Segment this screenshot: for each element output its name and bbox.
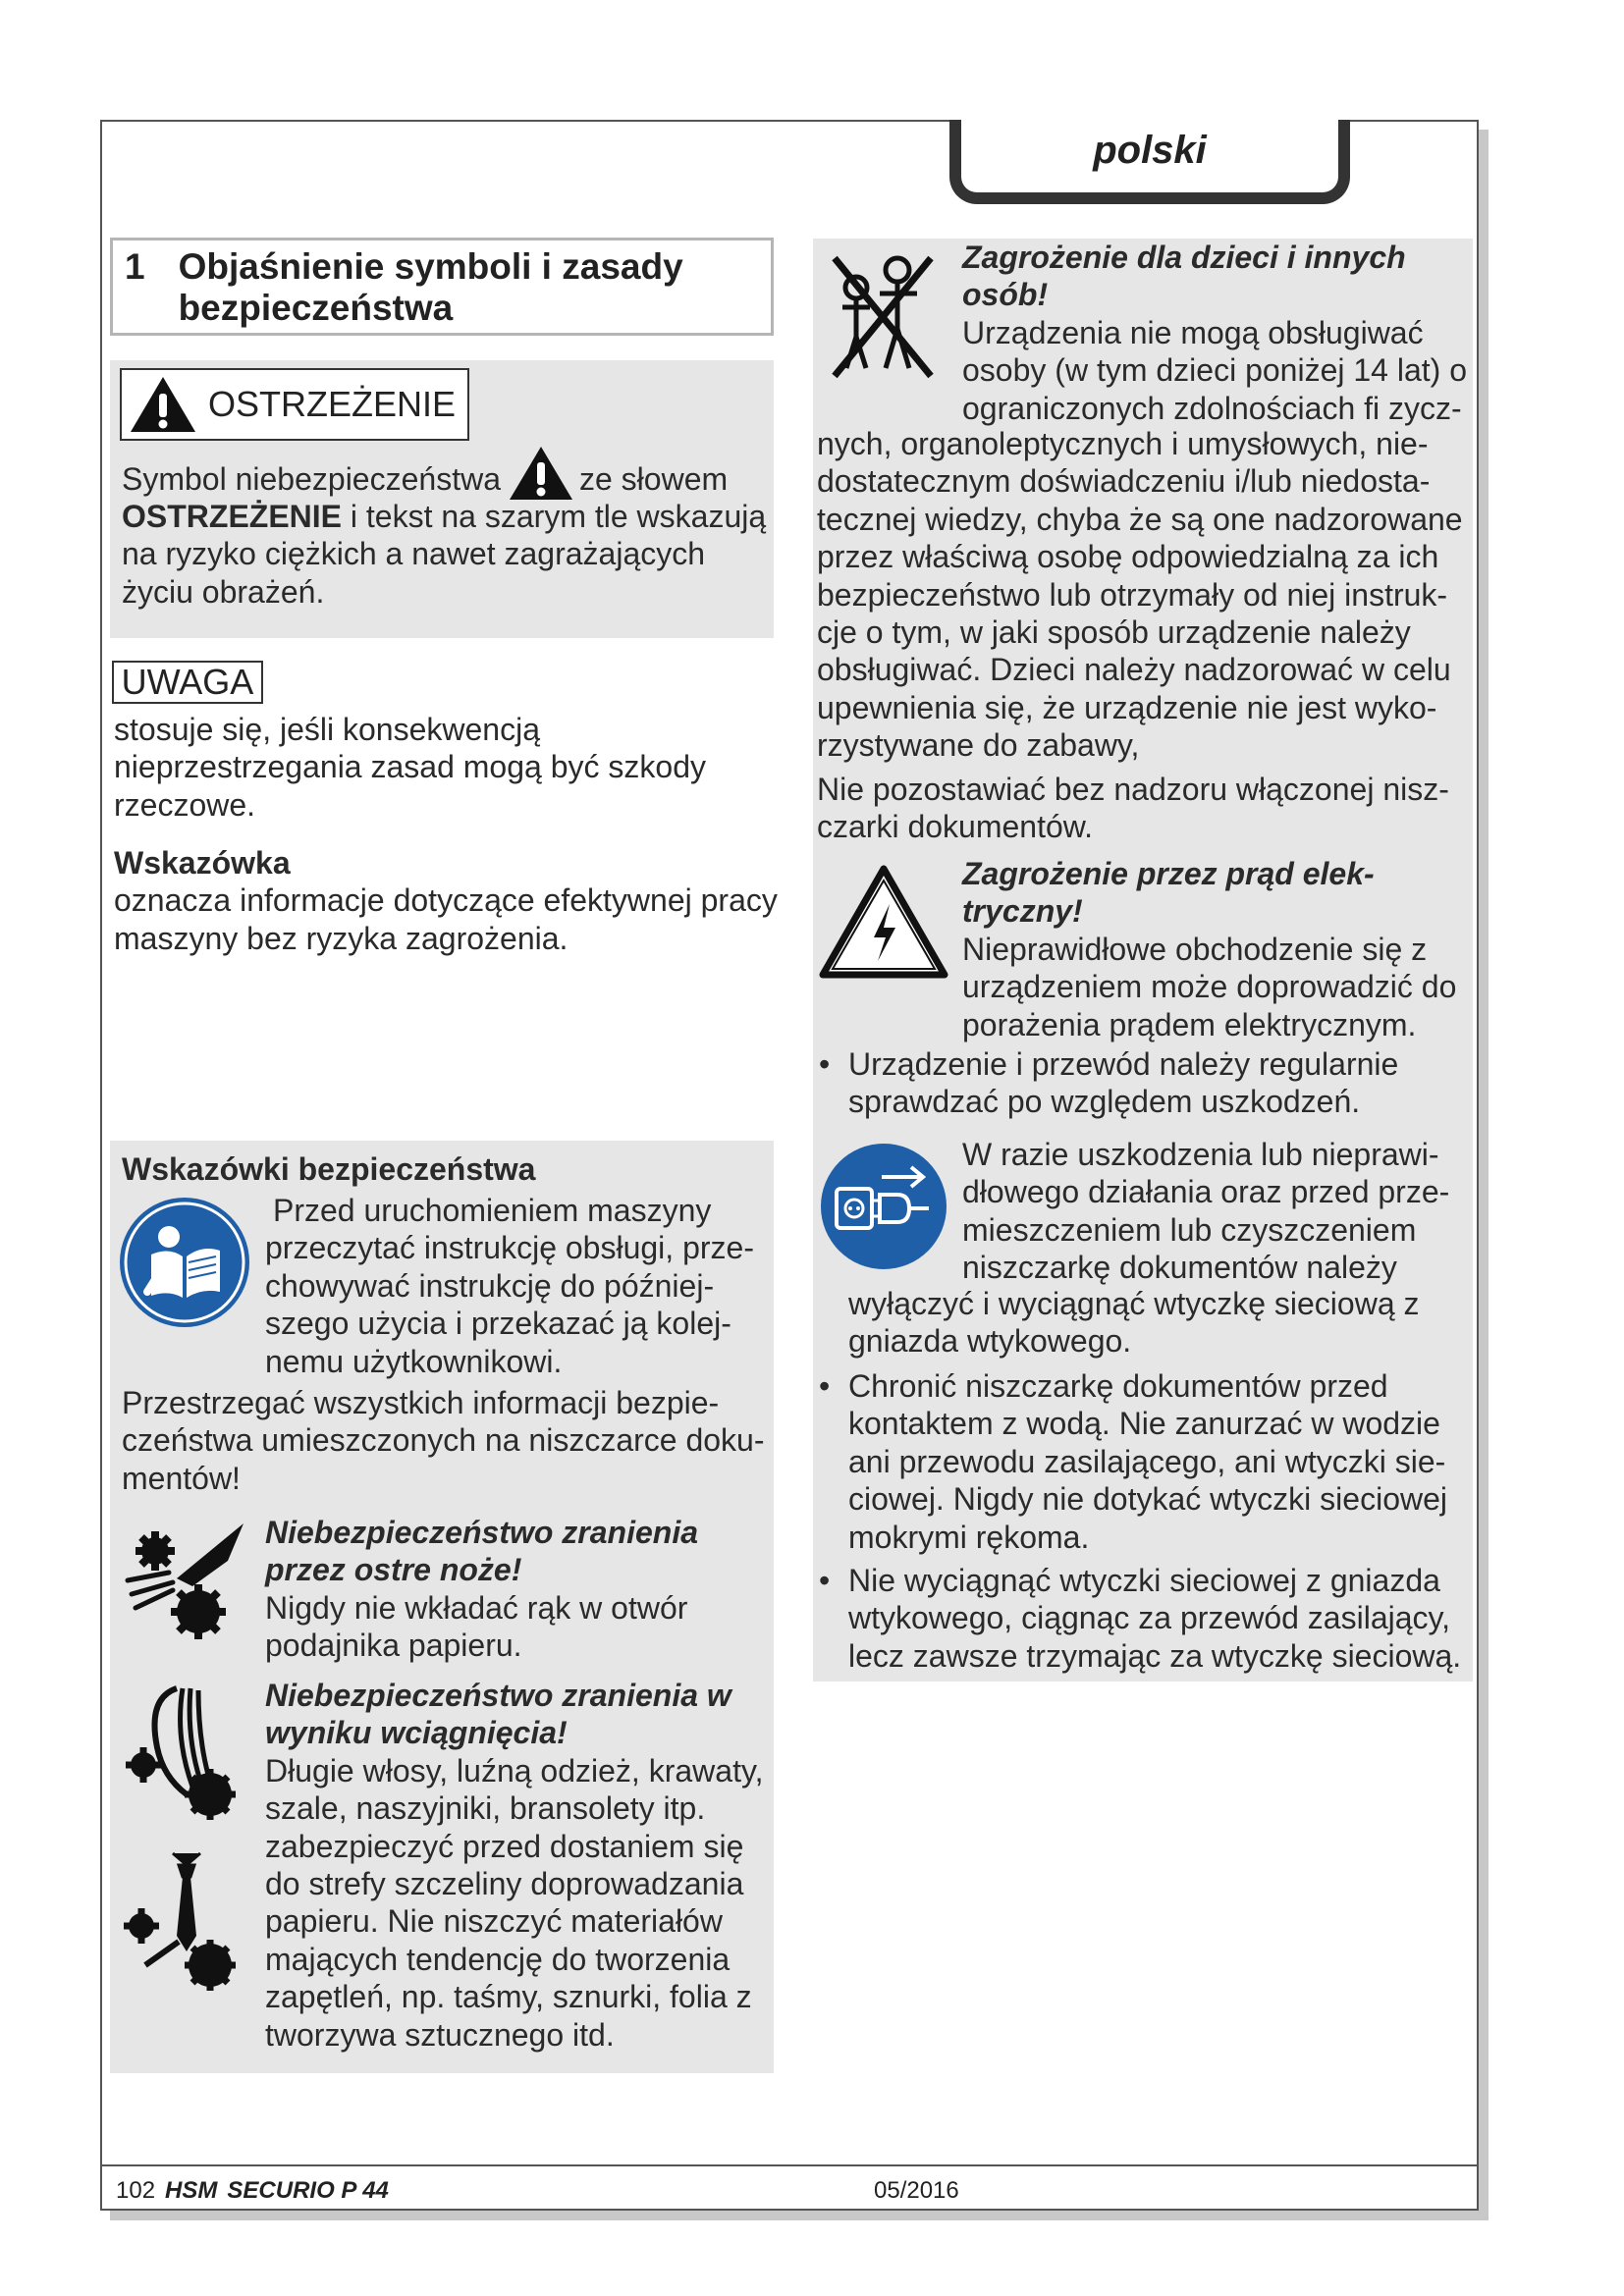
unplug-text: mieszczeniem lub czyszczeniem — [962, 1211, 1417, 1248]
observe-line: Przestrzegać wszystkich informacji bezpie- — [122, 1385, 720, 1420]
children-hazard-text: Urządzenia nie mogą obsługiwać — [962, 314, 1424, 350]
warning-text: na ryzyko ciężkich a nawet zagrażających — [122, 536, 706, 572]
pull-in-hazard-text: mających tendencję do tworzenia — [265, 1941, 731, 1977]
no-children-icon — [823, 246, 943, 384]
footer-left — [116, 2177, 389, 2205]
notice-label-text: UWAGA — [121, 662, 254, 702]
bullet-line: • Nie wyciągnąć wtyczki sieciowej z gniazda — [848, 1562, 1440, 1598]
language-tab — [949, 120, 1350, 204]
children-hazard-continued — [817, 425, 1473, 845]
read-manual-icon — [118, 1196, 251, 1329]
children-hazard-text: rzystywane do zabawy, — [817, 727, 1140, 764]
unplug-text: wyłączyć i wyciągnąć wtyczkę sieciową z — [848, 1286, 1420, 1321]
list-item — [813, 1367, 1473, 1556]
warning-panel — [110, 360, 774, 638]
pull-in-hazard-text: do strefy szczeliny doprowadzania — [265, 1865, 744, 1901]
bullet-line: ciowej. Nigdy nie dotykać wtyczki sieciowej — [848, 1481, 1447, 1518]
notice-text: rzeczowe. — [114, 786, 256, 823]
children-hazard-text: cje o tym, w jaki sposób urządzenie należy — [817, 614, 1411, 650]
notice-text: stosuje się, jeśli konsekwencją — [114, 712, 540, 747]
section-title-line: bezpieczeństwa — [178, 288, 454, 329]
bullet-line: • Chronić niszczarkę dokumentów przed — [848, 1368, 1388, 1404]
read-manual-line: Przed uruchomieniem maszyny — [273, 1193, 712, 1228]
notice-description — [114, 711, 782, 824]
tie-entanglement-icon — [118, 1847, 251, 1995]
pull-in-hazard-title: Niebezpieczeństwo zranienia w — [265, 1678, 731, 1713]
read-manual-line: chowywać instrukcję do później- — [265, 1267, 715, 1304]
hair-entanglement-icon — [118, 1679, 251, 1826]
bullet-line: sprawdzać po względem uszkodzeń. — [848, 1084, 1361, 1120]
right-column-panel — [813, 239, 1473, 1682]
tip-text: oznacza informacje dotyczące efektywnej pracy — [114, 882, 778, 919]
electric-shock-icon — [819, 865, 948, 981]
unplug-text: gniazda wtykowego. — [848, 1323, 1132, 1360]
children-hazard-title: Zagrożenie dla dzieci i innych — [962, 240, 1406, 275]
safety-panel — [110, 1141, 774, 2073]
warning-text: życiu obrażeń. — [122, 573, 325, 610]
children-hazard-title: osób! — [962, 277, 1049, 313]
notice-label — [112, 661, 263, 704]
bullet-line: ani przewodu zasilającego, ani wtyczki sie- — [848, 1443, 1446, 1479]
brand-logo: HSM — [165, 2177, 218, 2204]
electric-bullet-list-1 — [813, 1045, 1473, 1121]
electric-hazard-title: tryczny! — [962, 893, 1083, 930]
bullet-line: kontaktem z wodą. Nie zanurzać w wodzie — [848, 1406, 1440, 1442]
electric-hazard-text: Nieprawidłowe obchodzenie się z — [962, 931, 1428, 967]
pull-in-hazard-text: zapętleń, np. taśmy, sznurki, folia z — [265, 1979, 752, 2015]
tip-section — [114, 844, 791, 957]
pull-in-hazard — [265, 1677, 766, 2054]
knives-hazard-title: Niebezpieczeństwo zranienia — [265, 1515, 699, 1550]
children-hazard-text: ograniczonych zdolnościach fi zycz- — [962, 390, 1462, 426]
observe-text — [122, 1384, 770, 1497]
unattended-text: Nie pozostawiać bez nadzoru włączonej nisz- — [817, 771, 1449, 807]
warning-triangle-icon — [128, 374, 198, 435]
children-hazard-text: dostatecznym doświadczeniu i/lub niedosta- — [817, 463, 1431, 500]
pull-in-hazard-text: Długie włosy, luźną odzież, krawaty, — [265, 1752, 764, 1789]
warning-label-text: OSTRZEŻENIE — [208, 384, 457, 424]
unplug-text: dłowego działania oraz przed prze- — [962, 1174, 1450, 1210]
children-hazard-text: bezpieczeństwo lub otrzymały od niej instruk- — [817, 576, 1448, 613]
electric-hazard-title: Zagrożenie przez prąd elek- — [962, 856, 1375, 891]
warning-text: ze słowem — [578, 460, 729, 497]
warning-text: i tekst na szarym tle wskazują — [350, 499, 767, 534]
knives-hazard-text: podajnika papieru. — [265, 1628, 522, 1664]
children-hazard-text: przez właściwą osobę odpowiedzialną za ich — [817, 539, 1439, 575]
page-number: 102 — [116, 2177, 156, 2204]
bullet-line: mokrymi rękoma. — [848, 1519, 1090, 1555]
warning-text: Symbol niebezpieczeństwa — [122, 460, 501, 497]
unplug-text: niszczarkę dokumentów należy — [962, 1250, 1397, 1286]
bullet-line: wtykowego, ciągnąc za przewód zasilający, — [848, 1600, 1451, 1636]
footer-date: 05/2016 — [874, 2177, 959, 2204]
children-hazard — [962, 239, 1473, 427]
warning-keyword: OSTRZEŻENIE — [122, 499, 343, 534]
safety-heading: Wskazówki bezpieczeństwa — [122, 1151, 536, 1187]
list-item — [813, 1045, 1473, 1121]
children-hazard-text: tecznej wiedzy, chyba że są one nadzorowane — [817, 501, 1463, 537]
bullet-line: lecz zawsze trzymając za wtyczkę sieciową. — [848, 1637, 1462, 1674]
pull-in-hazard-text: zabezpieczyć przed dostaniem się — [265, 1828, 744, 1864]
section-heading — [110, 238, 774, 336]
tip-text: maszyny bez ryzyka zagrożenia. — [114, 920, 568, 956]
knives-hazard-title: przez ostre noże! — [265, 1552, 522, 1588]
pull-in-hazard-text: papieru. Nie niszczyć materiałów — [265, 1903, 723, 1940]
notice-text: nieprzestrzegania zasad mogą być szkody — [114, 749, 706, 785]
children-hazard-text: upewnienia się, że urządzenie nie jest wyko- — [817, 689, 1437, 725]
unplug-instruction — [962, 1136, 1473, 1287]
tip-heading: Wskazówka — [114, 845, 291, 881]
warning-triangle-icon — [507, 445, 575, 502]
read-manual-line: szego użycia i przekazać ją kolej- — [265, 1306, 731, 1342]
pull-in-hazard-title: wyniku wciągnięcia! — [265, 1715, 568, 1751]
electric-hazard-text: urządzeniem może doprowadzić do — [962, 969, 1457, 1005]
children-hazard-text: obsługiwać. Dzieci należy nadzorować w celu — [817, 652, 1451, 688]
language-label: polski — [1093, 128, 1207, 172]
knives-hazard — [265, 1514, 766, 1665]
observe-line: czeństwa umieszczonych na niszczarce doku- — [122, 1422, 765, 1459]
unplug-mains-icon — [819, 1142, 948, 1271]
section-number: 1 — [125, 246, 145, 287]
warning-description — [122, 445, 770, 611]
read-manual-line: nemu użytkownikowi. — [265, 1343, 563, 1379]
electric-hazard — [962, 855, 1473, 1043]
bullet-line: • Urządzenie i przewód należy regularnie — [848, 1046, 1399, 1082]
model-name: SECURIO P 44 — [227, 2177, 389, 2204]
electric-hazard-text: porażenia prądem elektrycznym. — [962, 1006, 1417, 1042]
unattended-text: czarki dokumentów. — [817, 808, 1094, 844]
section-title — [179, 246, 683, 327]
footer-rule — [100, 2164, 1479, 2166]
pull-in-hazard-text: tworzywa sztucznego itd. — [265, 2016, 615, 2053]
cutting-hazard-icon — [118, 1518, 251, 1651]
unplug-instruction-continued — [848, 1285, 1473, 1361]
observe-line: mentów! — [122, 1460, 241, 1496]
read-manual-text — [265, 1192, 766, 1380]
section-title-line: Objaśnienie symboli i zasady — [178, 246, 683, 287]
children-hazard-text: nych, organoleptycznych i umysłowych, nie- — [817, 426, 1429, 461]
list-item — [813, 1562, 1473, 1675]
unplug-text: W razie uszkodzenia lub nieprawi- — [962, 1137, 1439, 1172]
pull-in-hazard-text: szale, naszyjniki, bransolety itp. — [265, 1790, 706, 1827]
children-hazard-text: osoby (w tym dzieci poniżej 14 lat) o — [962, 352, 1467, 389]
electric-bullet-list-2 — [813, 1367, 1473, 1675]
read-manual-line: przeczytać instrukcję obsługi, prze- — [265, 1230, 754, 1266]
warning-label — [120, 368, 469, 441]
knives-hazard-text: Nigdy nie wkładać rąk w otwór — [265, 1589, 688, 1626]
